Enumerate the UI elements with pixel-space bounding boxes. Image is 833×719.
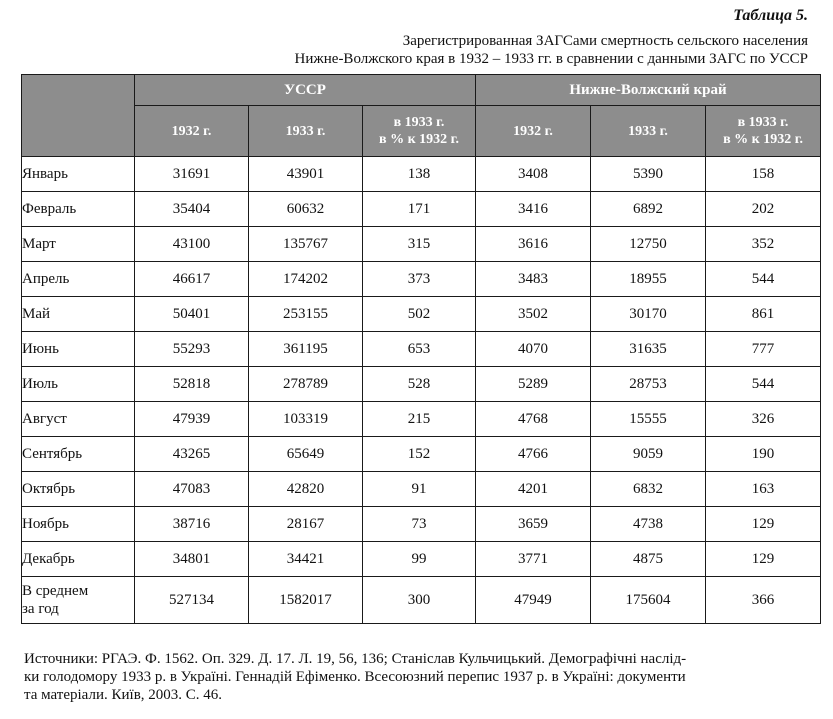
header-corner [22,75,135,157]
header-nv-1933: 1933 г. [591,106,706,157]
header-pct-line-2: в % к 1932 г. [723,132,803,147]
mortality-table [21,74,821,624]
nv-1933-cell: 4738 [591,507,706,542]
header-group-row [22,75,821,106]
table-row [22,227,821,262]
ussr-1932-cell: 46617 [135,262,249,297]
average-label [22,577,135,624]
nv-percent-cell: 861 [706,297,821,332]
nv-1932-cell: 3502 [476,297,591,332]
month-cell: Март [22,227,135,262]
ussr-1932-cell: 50401 [135,297,249,332]
ussr-1932-cell: 35404 [135,192,249,227]
nv-1933-cell: 5390 [591,157,706,192]
table-row-average [22,577,821,624]
ussr-percent-cell: 215 [363,402,476,437]
sources-note [24,650,814,704]
nv-percent-cell: 129 [706,542,821,577]
average-ussr-1933: 1582017 [249,577,363,624]
header-group-ussr: УССР [135,75,476,106]
ussr-1932-cell: 52818 [135,367,249,402]
ussr-1933-cell: 253155 [249,297,363,332]
header-pct-line-1: в 1933 г. [393,115,445,130]
ussr-1933-cell: 60632 [249,192,363,227]
header-ussr-1932: 1932 г. [135,106,249,157]
nv-1933-cell: 31635 [591,332,706,367]
ussr-1933-cell: 65649 [249,437,363,472]
nv-1933-cell: 18955 [591,262,706,297]
ussr-1932-cell: 31691 [135,157,249,192]
ussr-1932-cell: 38716 [135,507,249,542]
caption-line-2: Нижне-Волжского края в 1932 – 1933 гг. в сравнении с данными ЗАГС по УССР [294,51,808,67]
ussr-1933-cell: 103319 [249,402,363,437]
table-row [22,297,821,332]
table-row [22,262,821,297]
ussr-1933-cell: 43901 [249,157,363,192]
sources-line-2: ки голодомору 1933 р. в Україні. Геннадій Ефіменко. Всесоюзний перепис 1937 р. в Україні: документи [24,669,686,685]
table-row [22,472,821,507]
nv-1932-cell: 4768 [476,402,591,437]
sources-line-1: Источники: РГАЭ. Ф. 1562. Оп. 329. Д. 17. Л. 19, 56, 136; Станіслав Кульчицький. Демографічні наслід- [24,651,687,667]
ussr-percent-cell: 91 [363,472,476,507]
nv-1933-cell: 15555 [591,402,706,437]
ussr-percent-cell: 373 [363,262,476,297]
average-ussr-percent: 300 [363,577,476,624]
ussr-1933-cell: 42820 [249,472,363,507]
sources-line-3: та матеріали. Київ, 2003. С. 46. [24,687,223,703]
header-nv-percent [706,106,821,157]
nv-1933-cell: 9059 [591,437,706,472]
nv-1933-cell: 6892 [591,192,706,227]
header-pct-line-1: в 1933 г. [737,115,789,130]
table-row [22,157,821,192]
ussr-1933-cell: 28167 [249,507,363,542]
ussr-1933-cell: 361195 [249,332,363,367]
ussr-1932-cell: 47083 [135,472,249,507]
month-cell: Август [22,402,135,437]
header-ussr-percent [363,106,476,157]
month-cell: Ноябрь [22,507,135,542]
month-cell: Февраль [22,192,135,227]
nv-percent-cell: 326 [706,402,821,437]
table-row [22,402,821,437]
nv-1932-cell: 3771 [476,542,591,577]
nv-percent-cell: 202 [706,192,821,227]
ussr-1932-cell: 47939 [135,402,249,437]
ussr-1932-cell: 43265 [135,437,249,472]
nv-1932-cell: 4201 [476,472,591,507]
month-cell: Май [22,297,135,332]
average-label-line-2: за год [22,601,59,617]
ussr-1932-cell: 55293 [135,332,249,367]
nv-percent-cell: 544 [706,367,821,402]
nv-percent-cell: 163 [706,472,821,507]
header-ussr-1933: 1933 г. [249,106,363,157]
month-cell: Январь [22,157,135,192]
average-label-line-1: В среднем [22,583,89,599]
nv-1932-cell: 3416 [476,192,591,227]
nv-1932-cell: 3483 [476,262,591,297]
nv-percent-cell: 352 [706,227,821,262]
average-ussr-1932: 527134 [135,577,249,624]
month-cell: Апрель [22,262,135,297]
nv-1932-cell: 5289 [476,367,591,402]
ussr-percent-cell: 152 [363,437,476,472]
nv-percent-cell: 190 [706,437,821,472]
nv-percent-cell: 129 [706,507,821,542]
average-nv-percent: 366 [706,577,821,624]
header-nv-1932: 1932 г. [476,106,591,157]
month-cell: Сентябрь [22,437,135,472]
ussr-1933-cell: 174202 [249,262,363,297]
average-nv-1932: 47949 [476,577,591,624]
ussr-percent-cell: 138 [363,157,476,192]
nv-1933-cell: 4875 [591,542,706,577]
header-pct-line-2: в % к 1932 г. [379,132,459,147]
ussr-percent-cell: 502 [363,297,476,332]
ussr-percent-cell: 315 [363,227,476,262]
ussr-percent-cell: 653 [363,332,476,367]
header-group-nizhne-volzhsky: Нижне-Волжский край [476,75,821,106]
table-row [22,367,821,402]
nv-1933-cell: 6832 [591,472,706,507]
nv-1933-cell: 30170 [591,297,706,332]
header-sub-row [22,106,821,157]
ussr-1933-cell: 135767 [249,227,363,262]
month-cell: Октябрь [22,472,135,507]
nv-1932-cell: 4070 [476,332,591,367]
nv-percent-cell: 777 [706,332,821,367]
table-row [22,332,821,367]
month-cell: Декабрь [22,542,135,577]
nv-percent-cell: 544 [706,262,821,297]
caption-line-1: Зарегистрированная ЗАГСами смертность сельского населения [402,33,808,49]
table-label: Таблица 5. [733,7,808,24]
ussr-1933-cell: 34421 [249,542,363,577]
ussr-1932-cell: 43100 [135,227,249,262]
table-row [22,192,821,227]
ussr-1933-cell: 278789 [249,367,363,402]
ussr-percent-cell: 528 [363,367,476,402]
ussr-percent-cell: 171 [363,192,476,227]
nv-1932-cell: 3659 [476,507,591,542]
nv-1933-cell: 28753 [591,367,706,402]
average-nv-1933: 175604 [591,577,706,624]
table-row [22,507,821,542]
ussr-percent-cell: 73 [363,507,476,542]
table-row [22,542,821,577]
nv-percent-cell: 158 [706,157,821,192]
ussr-percent-cell: 99 [363,542,476,577]
month-cell: Июнь [22,332,135,367]
table-row [22,437,821,472]
nv-1932-cell: 4766 [476,437,591,472]
ussr-1932-cell: 34801 [135,542,249,577]
nv-1932-cell: 3408 [476,157,591,192]
nv-1932-cell: 3616 [476,227,591,262]
table-caption [168,32,808,68]
month-cell: Июль [22,367,135,402]
nv-1933-cell: 12750 [591,227,706,262]
